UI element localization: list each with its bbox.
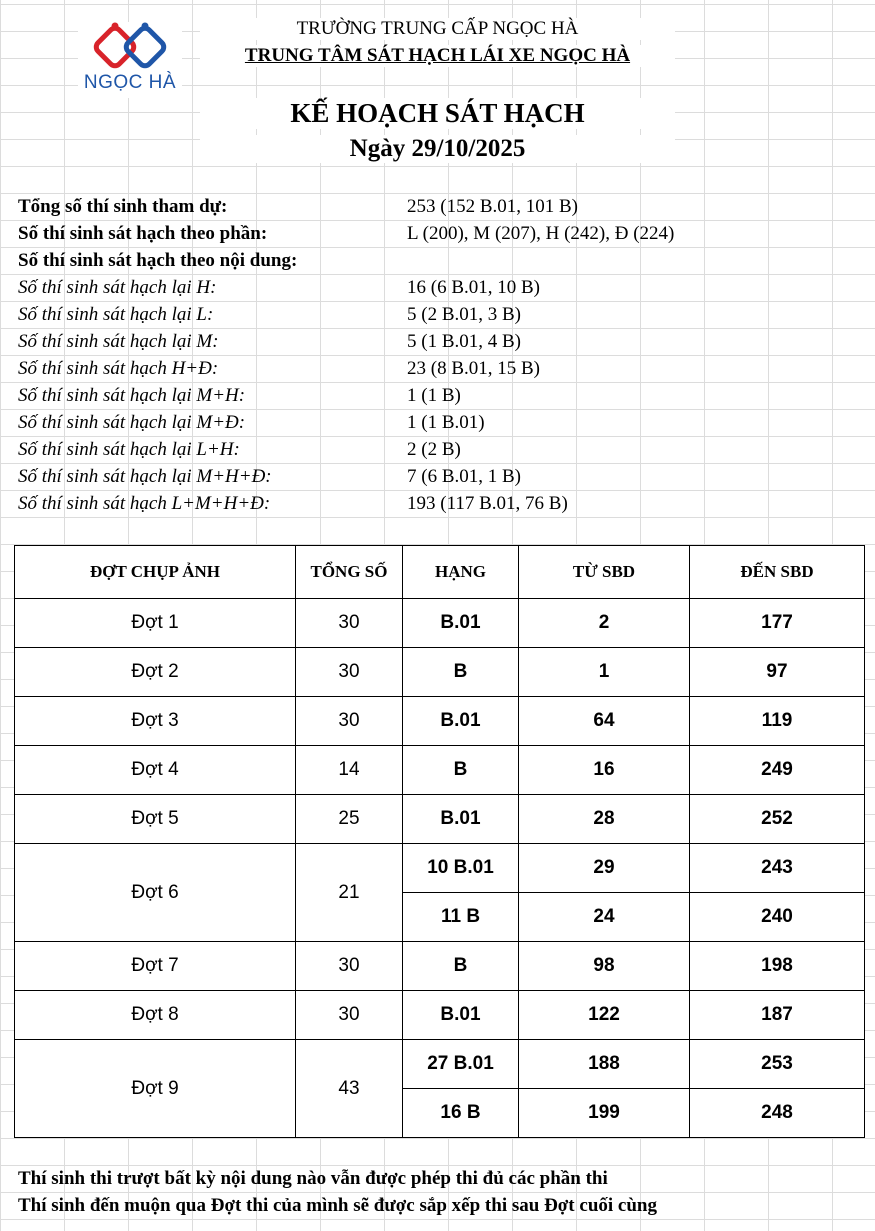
table-row — [15, 844, 865, 893]
batch-cell: Đợt 5 — [15, 795, 296, 844]
total-cell: 25 — [296, 795, 403, 844]
stat-label: Số thí sinh sát hạch lại H: — [18, 277, 217, 298]
to-sbd-cell: 198 — [690, 942, 865, 991]
batch-cell: Đợt 4 — [15, 746, 296, 795]
to-sbd-cell: 119 — [690, 697, 865, 746]
stat-value: 1 (1 B.01) — [407, 412, 485, 433]
note-late-arrival: Thí sinh đến muộn qua Đợt thi của mình sẽ được sắp xếp thi sau Đợt cuối cùng — [18, 1195, 657, 1216]
batch-cell: Đợt 9 — [15, 1040, 296, 1138]
to-sbd-cell: 248 — [690, 1089, 865, 1138]
stat-value: 23 (8 B.01, 15 B) — [407, 358, 540, 379]
logo-text: NGỌC HÀ — [83, 72, 177, 93]
class-cell: 16 B — [403, 1089, 519, 1138]
stat-row — [18, 410, 718, 437]
from-sbd-cell: 16 — [519, 746, 690, 795]
stat-row — [18, 383, 718, 410]
total-cell: 43 — [296, 1040, 403, 1138]
from-sbd-cell: 1 — [519, 648, 690, 697]
stat-label: Số thí sinh sát hạch L+M+H+Đ: — [18, 493, 271, 514]
from-sbd-cell: 28 — [519, 795, 690, 844]
stat-label: Số thí sinh sát hạch lại M+H+Đ: — [18, 466, 272, 487]
class-cell: 27 B.01 — [403, 1040, 519, 1089]
from-sbd-cell: 98 — [519, 942, 690, 991]
batch-cell: Đợt 6 — [15, 844, 296, 942]
stat-label: Số thí sinh sát hạch lại M+H: — [18, 385, 246, 406]
ngoc-ha-logo-icon — [92, 22, 168, 70]
stat-value: 1 (1 B) — [407, 385, 461, 406]
total-cell: 30 — [296, 991, 403, 1040]
to-sbd-cell: 252 — [690, 795, 865, 844]
header-total: TỔNG SỐ — [296, 546, 403, 599]
header-batch: ĐỢT CHỤP ẢNH — [15, 546, 296, 599]
batch-cell: Đợt 8 — [15, 991, 296, 1040]
class-cell: B — [403, 648, 519, 697]
stat-label: Số thí sinh sát hạch theo phần: — [18, 223, 268, 244]
from-sbd-cell: 2 — [519, 599, 690, 648]
table-header-row — [15, 546, 865, 599]
stat-row — [18, 329, 718, 356]
stat-label: Số thí sinh sát hạch lại L+H: — [18, 439, 240, 460]
stat-row — [18, 491, 718, 518]
stat-value: 2 (2 B) — [407, 439, 461, 460]
stat-row — [18, 302, 718, 329]
batch-cell: Đợt 7 — [15, 942, 296, 991]
to-sbd-cell: 97 — [690, 648, 865, 697]
table-row — [15, 648, 865, 697]
table-row — [15, 795, 865, 844]
stat-row — [18, 437, 718, 464]
from-sbd-cell: 64 — [519, 697, 690, 746]
class-cell: B.01 — [403, 991, 519, 1040]
batch-cell: Đợt 2 — [15, 648, 296, 697]
stat-value: 253 (152 B.01, 101 B) — [407, 196, 578, 217]
from-sbd-cell: 24 — [519, 893, 690, 942]
stat-row — [18, 248, 718, 275]
table-row — [15, 599, 865, 648]
stat-row — [18, 221, 718, 248]
stat-value: 5 (1 B.01, 4 B) — [407, 331, 521, 352]
table-row — [15, 942, 865, 991]
to-sbd-cell: 253 — [690, 1040, 865, 1089]
stat-label: Số thí sinh sát hạch theo nội dung: — [18, 250, 298, 271]
to-sbd-cell: 243 — [690, 844, 865, 893]
to-sbd-cell: 187 — [690, 991, 865, 1040]
from-sbd-cell: 29 — [519, 844, 690, 893]
center-name: TRUNG TÂM SÁT HẠCH LÁI XE NGỌC HÀ — [200, 45, 675, 67]
total-cell: 30 — [296, 648, 403, 697]
total-cell: 30 — [296, 942, 403, 991]
stat-row — [18, 356, 718, 383]
header-to-sbd: ĐẾN SBD — [690, 546, 865, 599]
class-cell: B.01 — [403, 795, 519, 844]
stat-row — [18, 194, 718, 221]
class-cell: B — [403, 942, 519, 991]
page-title: KẾ HOẠCH SÁT HẠCH — [200, 98, 675, 129]
schedule-table — [14, 545, 865, 1138]
school-logo — [78, 22, 182, 98]
stat-label: Tổng số thí sinh tham dự: — [18, 196, 228, 217]
class-cell: B — [403, 746, 519, 795]
school-name: TRƯỜNG TRUNG CẤP NGỌC HÀ — [200, 18, 675, 40]
header-from-sbd: TỪ SBD — [519, 546, 690, 599]
exam-date: Ngày 29/10/2025 — [200, 135, 675, 163]
batch-cell: Đợt 1 — [15, 599, 296, 648]
table-row — [15, 991, 865, 1040]
stat-label: Số thí sinh sát hạch H+Đ: — [18, 358, 219, 379]
stat-value: 5 (2 B.01, 3 B) — [407, 304, 521, 325]
from-sbd-cell: 199 — [519, 1089, 690, 1138]
total-cell: 21 — [296, 844, 403, 942]
stat-value: 16 (6 B.01, 10 B) — [407, 277, 540, 298]
stat-label: Số thí sinh sát hạch lại L: — [18, 304, 214, 325]
stat-label: Số thí sinh sát hạch lại M: — [18, 331, 219, 352]
total-cell: 30 — [296, 697, 403, 746]
from-sbd-cell: 188 — [519, 1040, 690, 1089]
header-class: HẠNG — [403, 546, 519, 599]
table-row — [15, 697, 865, 746]
table-row — [15, 746, 865, 795]
total-cell: 30 — [296, 599, 403, 648]
class-cell: B.01 — [403, 599, 519, 648]
total-cell: 14 — [296, 746, 403, 795]
to-sbd-cell: 177 — [690, 599, 865, 648]
class-cell: B.01 — [403, 697, 519, 746]
class-cell: 11 B — [403, 893, 519, 942]
to-sbd-cell: 240 — [690, 893, 865, 942]
stat-row — [18, 464, 718, 491]
stat-value: L (200), M (207), H (242), Đ (224) — [407, 223, 675, 244]
stat-value: 193 (117 B.01, 76 B) — [407, 493, 568, 514]
table-row — [15, 1040, 865, 1089]
to-sbd-cell: 249 — [690, 746, 865, 795]
class-cell: 10 B.01 — [403, 844, 519, 893]
note-retake: Thí sinh thi trượt bất kỳ nội dung nào vẫn được phép thi đủ các phần thi — [18, 1168, 608, 1189]
batch-cell: Đợt 3 — [15, 697, 296, 746]
from-sbd-cell: 122 — [519, 991, 690, 1040]
stat-value: 7 (6 B.01, 1 B) — [407, 466, 521, 487]
stat-label: Số thí sinh sát hạch lại M+Đ: — [18, 412, 246, 433]
stat-row — [18, 275, 718, 302]
